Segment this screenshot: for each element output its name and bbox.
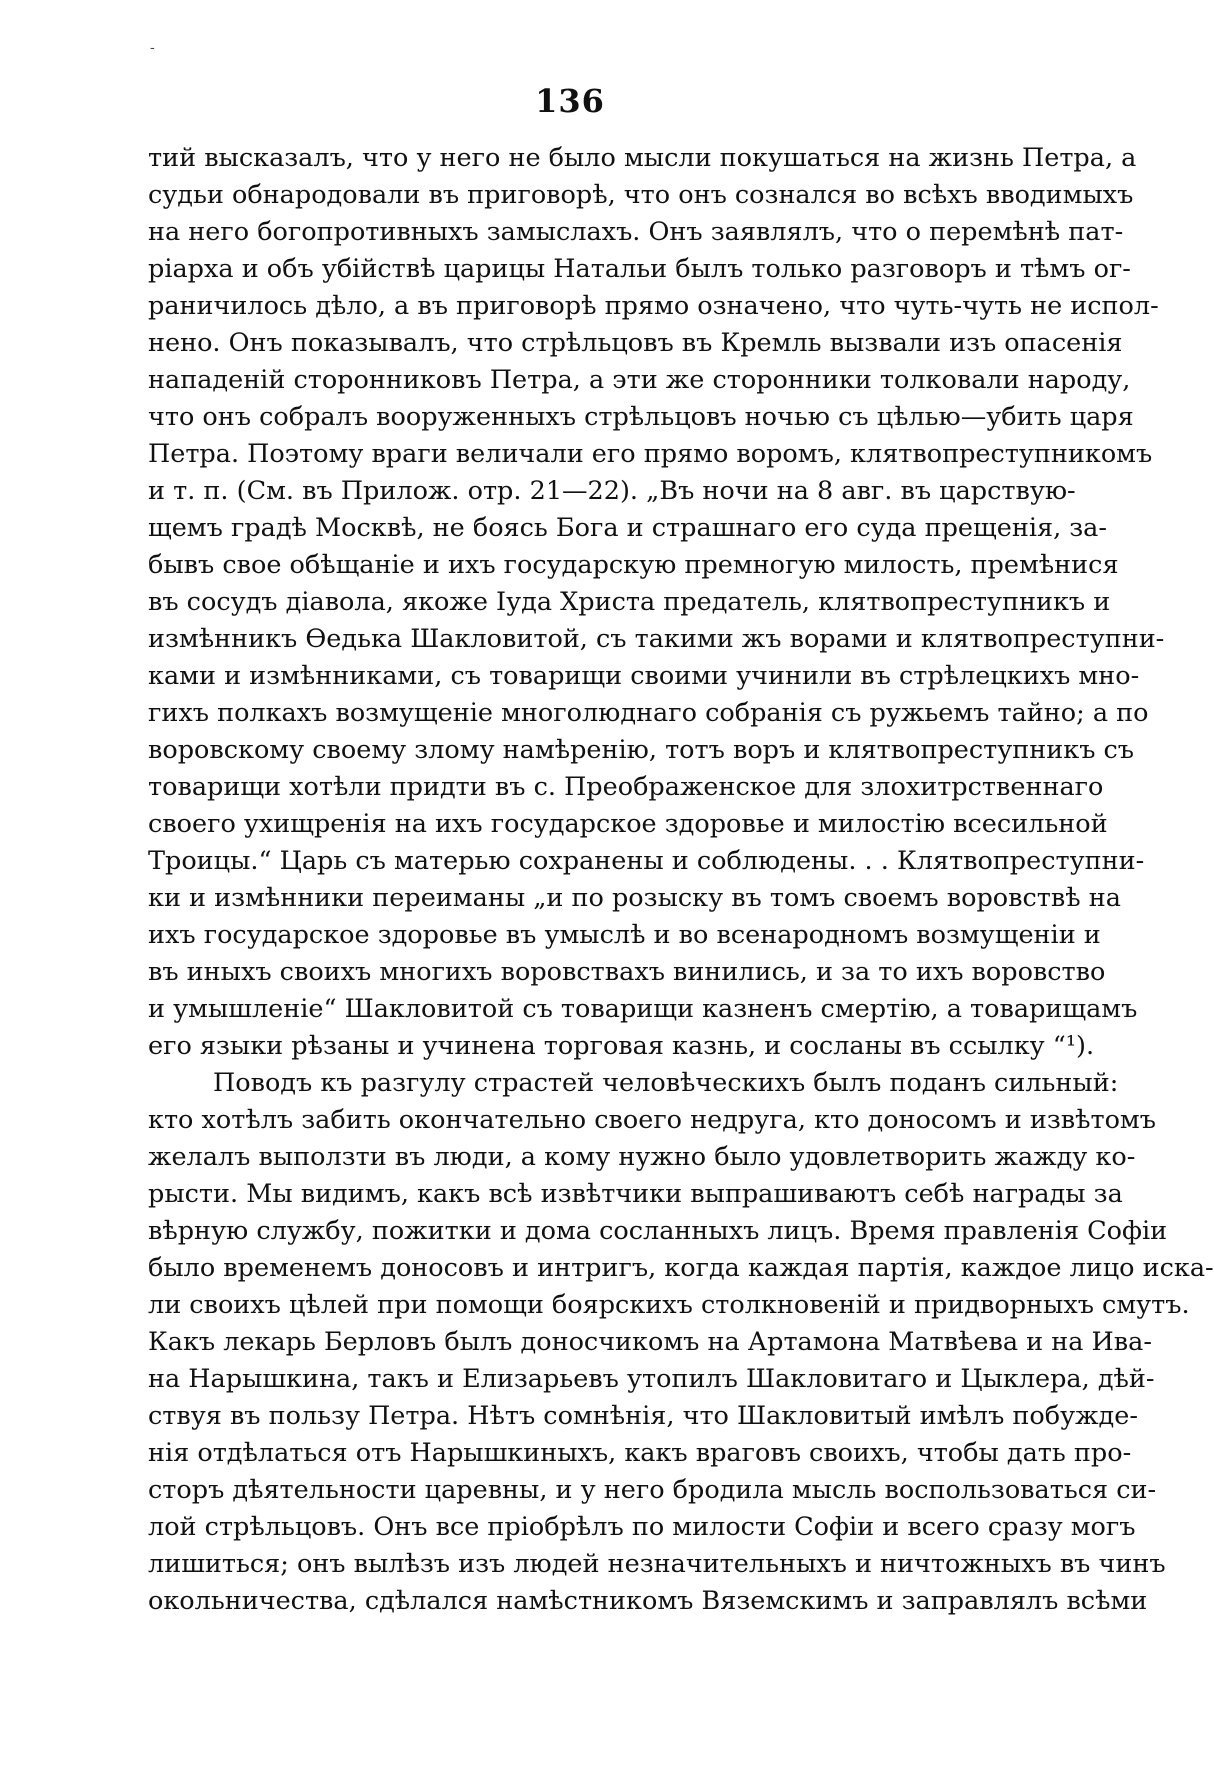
text-line: въ иныхъ своихъ многихъ воровствахъ винились, и за то ихъ воровство	[148, 957, 1106, 987]
text-line: рысти. Мы видимъ, какъ всѣ извѣтчики выпрашиваютъ себѣ награды за	[148, 1179, 1123, 1209]
text-line: и т. п. (См. въ Прилож. отр. 21—22). „Въ ночи на 8 авг. въ царствую-	[148, 476, 1076, 506]
text-line: и умышленіе“ Шакловитой съ товарищи казненъ смертію, а товарищамъ	[148, 994, 1138, 1024]
text-line: ствуя въ пользу Петра. Нѣтъ сомнѣнія, что Шакловитый имѣлъ побужде-	[148, 1401, 1138, 1431]
text-line: нія отдѣлаться отъ Нарышкиныхъ, какъ враговъ своихъ, чтобы дать про-	[148, 1438, 1132, 1468]
text-line: кто хотѣлъ забить окончательно своего недруга, кто доносомъ и извѣтомъ	[148, 1105, 1156, 1135]
text-line: нено. Онъ показывалъ, что стрѣльцовъ въ Кремль вызвали изъ опасенія	[148, 328, 1123, 358]
text-line: гихъ полкахъ возмущеніе многолюднаго собранія съ ружьемъ тайно; а по	[148, 698, 1149, 728]
text-line: окольничества, сдѣлался намѣстникомъ Вяземскимъ и заправлялъ всѣми	[148, 1586, 1148, 1616]
text-line: измѣнникъ Ѳедька Шакловитой, съ такими жъ ворами и клятвопреступни-	[148, 624, 1165, 654]
text-line: сторъ дѣятельности царевны, и у него бродила мысль воспользоваться си-	[148, 1475, 1157, 1505]
paragraph-start-line: Поводъ къ разгулу страстей человѣческихъ былъ поданъ сильный:	[213, 1068, 1119, 1098]
text-line: тий высказалъ, что у него не было мысли покушаться на жизнь Петра, а	[148, 143, 1137, 173]
text-line: желалъ выползти въ люди, а кому нужно было удовлетворить жажду ко-	[148, 1142, 1136, 1172]
page-number: 136	[535, 82, 605, 120]
text-line: Какъ лекарь Берловъ былъ доносчикомъ на Артамона Матвѣева и на Ива-	[148, 1327, 1152, 1357]
text-line: ки и измѣнники переиманы „и по розыску въ томъ своемъ воровствѣ на	[148, 883, 1121, 913]
text-line: своего ухищренія на ихъ государское здоровье и милостію всесильной	[148, 809, 1108, 839]
text-line: Петра. Поэтому враги величали его прямо воромъ, клятвопреступникомъ	[148, 439, 1153, 469]
text-line: на него богопротивныхъ замыслахъ. Онъ заявлялъ, что о перемѣнѣ пат-	[148, 217, 1124, 247]
text-line: что онъ собралъ вооруженныхъ стрѣльцовъ ночью съ цѣлью—убить царя	[148, 402, 1134, 432]
text-line: лой стрѣльцовъ. Онъ все пріобрѣлъ по милости Софіи и всего сразу могъ	[148, 1512, 1136, 1542]
text-line: нападеній сторонниковъ Петра, а эти же сторонники толковали народу,	[148, 365, 1131, 395]
text-line: судьи обнародовали въ приговорѣ, что онъ сознался во всѣхъ вводимыхъ	[148, 180, 1134, 210]
text-line: было временемъ доносовъ и интригъ, когда каждая партія, каждое лицо иска-	[148, 1253, 1214, 1283]
body-text	[148, 140, 1214, 1620]
text-line: вѣрную службу, пожитки и дома сосланныхъ лицъ. Время правленія Софіи	[148, 1216, 1168, 1246]
text-line: ріарха и объ убійствѣ царицы Натальи былъ только разговоръ и тѣмъ ог-	[148, 254, 1131, 284]
text-line: раничилось дѣло, а въ приговорѣ прямо означено, что чуть-чуть не испол-	[148, 291, 1159, 321]
text-line: бывъ свое обѣщаніе и ихъ государскую премногую милость, премѣнися	[148, 550, 1119, 580]
scan-mark: -	[150, 40, 155, 56]
text-line: лишиться; онъ вылѣзъ изъ людей незначительныхъ и ничтожныхъ въ чинъ	[148, 1549, 1166, 1579]
text-line: ли своихъ цѣлей при помощи боярскихъ столкновеній и придворныхъ смутъ.	[148, 1290, 1190, 1320]
text-line: щемъ градѣ Москвѣ, не боясь Бога и страшнаго его суда прещенія, за-	[148, 513, 1108, 543]
text-line: Троицы.“ Царь съ матерью сохранены и соблюдены. . . Клятвопреступни-	[148, 846, 1145, 876]
text-line: въ сосудъ діавола, якоже Іуда Христа предатель, клятвопреступникъ и	[148, 587, 1111, 617]
text-line: воровскому своему злому намѣренію, тотъ воръ и клятвопреступникъ съ	[148, 735, 1135, 765]
text-line: на Нарышкина, такъ и Елизарьевъ утопилъ Шакловитаго и Цыклера, дѣй-	[148, 1364, 1155, 1394]
text-line: его языки рѣзаны и учинена торговая казнь, и сосланы въ ссылку “¹).	[148, 1031, 1095, 1061]
text-line: товарищи хотѣли придти въ с. Преображенское для злохитрственнаго	[148, 772, 1104, 802]
text-line: ихъ государское здоровье въ умыслѣ и во всенародномъ возмущеніи и	[148, 920, 1101, 950]
text-line: ками и измѣнниками, съ товарищи своими учинили въ стрѣлецкихъ мно-	[148, 661, 1140, 691]
